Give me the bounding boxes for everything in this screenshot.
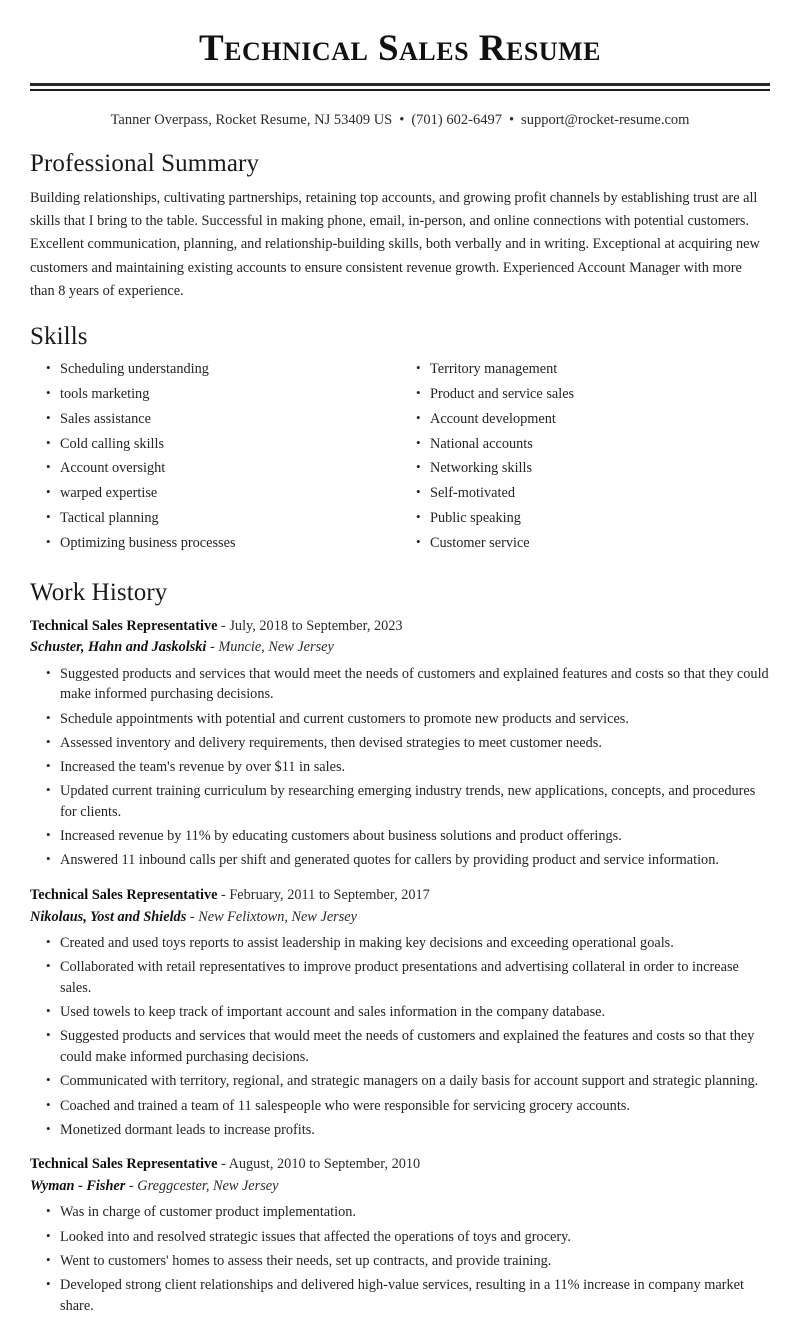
job-title-separator: - — [217, 887, 230, 904]
skills-column-right — [400, 360, 770, 558]
job-company-line — [30, 907, 770, 928]
list-item: • Cold calling skills — [30, 435, 400, 453]
list-item: • Coached and trained a team of 11 salespeople who were responsible for servicing grocery accounts. — [30, 1096, 770, 1117]
section-skills — [30, 321, 770, 559]
job-dates: July, 2018 to September, 2023 — [229, 617, 403, 634]
list-item: • Sales assistance — [30, 410, 400, 428]
skills-columns — [30, 360, 770, 558]
job-bullet-list — [30, 664, 770, 871]
section-heading-skills: Skills — [30, 322, 88, 350]
job-company: Schuster, Hahn and Jaskolski — [30, 639, 207, 656]
list-item: • Optimizing business processes — [30, 534, 400, 552]
list-item: • tools marketing — [30, 385, 400, 403]
list-item: • Product and service sales — [400, 385, 770, 403]
job-title-line — [30, 1154, 770, 1175]
list-item: • Used towels to keep track of important account and sales information in the company database. — [30, 1002, 770, 1023]
list-item: • Account oversight — [30, 459, 400, 477]
section-professional-summary — [30, 148, 770, 303]
list-item: • Looked into and resolved strategic issues that affected the operations of toys and grocery. — [30, 1227, 770, 1248]
skills-list-right — [400, 360, 770, 552]
list-item: • Suggested products and services that would meet the needs of customers and explained the features and costs so that they could make informed purchasing decisions. — [30, 1026, 770, 1067]
list-item: • Communicated with territory, regional, and strategic managers on a daily basis for account support and strategic planning. — [30, 1071, 770, 1092]
job-title: Technical Sales Representative — [30, 887, 218, 904]
list-item: • Tactical planning — [30, 509, 400, 527]
summary-paragraph: Building relationships, cultivating partnerships, retaining top accounts, and growing profit channels by establishing trust are all skills that I bring to the table. Successful in making phone, email, in-person, and online connections with potential customers. Excellent communication, planning, and relationship-building skills, both verbally and in writing. Exceptional at acquiring new customers and maintaining existing accounts to ensure consistent revenue growth. Experienced Account Manager with more than 8 years of experience. — [30, 190, 760, 299]
job-title-line — [30, 616, 770, 637]
list-item: • Suggested products and services that would meet the needs of customers and explained features and costs so that they could make informed purchasing decisions. — [30, 664, 770, 705]
list-item: • Answered 11 inbound calls per shift and generated quotes for callers by providing product and service information. — [30, 850, 770, 871]
list-item: • Customer service — [400, 534, 770, 552]
contact-separator-1: • — [399, 111, 405, 128]
list-item: • Monetized dormant leads to increase profits. — [30, 1120, 770, 1141]
list-item: • National accounts — [400, 435, 770, 453]
list-item: • Public speaking — [400, 509, 770, 527]
skills-column-left — [30, 360, 400, 558]
list-item: • Scheduling understanding — [30, 360, 400, 378]
job-company-separator: - — [206, 639, 219, 656]
list-item: • Developed strong client relationships and delivered high-value services, resulting in a 11% increase in company market share. — [30, 1275, 770, 1316]
list-item: • Territory management — [400, 360, 770, 378]
list-item: • Assessed inventory and delivery requirements, then devised strategies to meet customer needs. — [30, 733, 770, 754]
contact-phone: (701) 602-6497 — [411, 111, 502, 128]
work-history-list — [30, 616, 770, 1317]
section-heading-work-history: Work History — [30, 578, 168, 606]
job-bullet-list — [30, 1202, 770, 1316]
job-company: Wyman - Fisher — [30, 1177, 126, 1194]
contact-email: support@rocket-resume.com — [521, 111, 690, 128]
job-title: Technical Sales Representative — [30, 1156, 218, 1173]
contact-info — [30, 110, 770, 130]
job-location: Muncie, New Jersey — [218, 639, 334, 656]
job-title: Technical Sales Representative — [30, 617, 218, 634]
section-heading-summary: Professional Summary — [30, 149, 260, 177]
list-item: • Increased the team's revenue by over $11 in sales. — [30, 757, 770, 778]
list-item: • warped expertise — [30, 484, 400, 502]
job-dates: August, 2010 to September, 2010 — [228, 1156, 421, 1173]
list-item: • Went to customers' homes to assess their needs, set up contracts, and provide training. — [30, 1251, 770, 1272]
job-company-line — [30, 637, 770, 658]
job-bullet-list — [30, 933, 770, 1140]
job-location: Greggcester, New Jersey — [137, 1177, 279, 1194]
work-history-entry — [30, 1154, 770, 1316]
job-location: New Felixtown, New Jersey — [198, 908, 358, 925]
page-title: Technical Sales Resume — [199, 28, 601, 69]
header-divider — [30, 83, 770, 91]
list-item: • Was in charge of customer product implementation. — [30, 1202, 770, 1223]
skills-list-left — [30, 360, 400, 552]
contact-address: Tanner Overpass, Rocket Resume, NJ 53409 US — [110, 111, 393, 128]
section-work-history — [30, 577, 770, 1317]
list-item: • Created and used toys reports to assist leadership in making key decisions and exceeding operational goals. — [30, 933, 770, 954]
contact-separator-2: • — [508, 111, 515, 128]
work-history-entry — [30, 616, 770, 871]
list-item: • Self-motivated — [400, 484, 770, 502]
list-item: • Schedule appointments with potential and current customers to promote new products and services. — [30, 709, 770, 730]
job-title-separator: - — [217, 617, 230, 634]
list-item: • Account development — [400, 410, 770, 428]
job-company-separator: - — [125, 1177, 138, 1194]
job-company-line — [30, 1176, 770, 1197]
job-title-line — [30, 885, 770, 906]
divider-line-bottom — [30, 89, 770, 91]
list-item: • Collaborated with retail representatives to improve product presentations and advertising collateral in order to increase sales. — [30, 957, 770, 998]
list-item: • Increased revenue by 11% by educating customers about business solutions and product offerings. — [30, 826, 770, 847]
job-company-separator: - — [186, 908, 199, 925]
job-company: Nikolaus, Yost and Shields — [30, 908, 187, 925]
list-item: • Networking skills — [400, 459, 770, 477]
job-title-separator: - — [217, 1156, 229, 1173]
job-dates: February, 2011 to September, 2017 — [229, 887, 430, 904]
list-item: • Updated current training curriculum by researching emerging industry trends, new applications, concepts, and procedures for clients. — [30, 781, 770, 822]
work-history-entry — [30, 885, 770, 1140]
